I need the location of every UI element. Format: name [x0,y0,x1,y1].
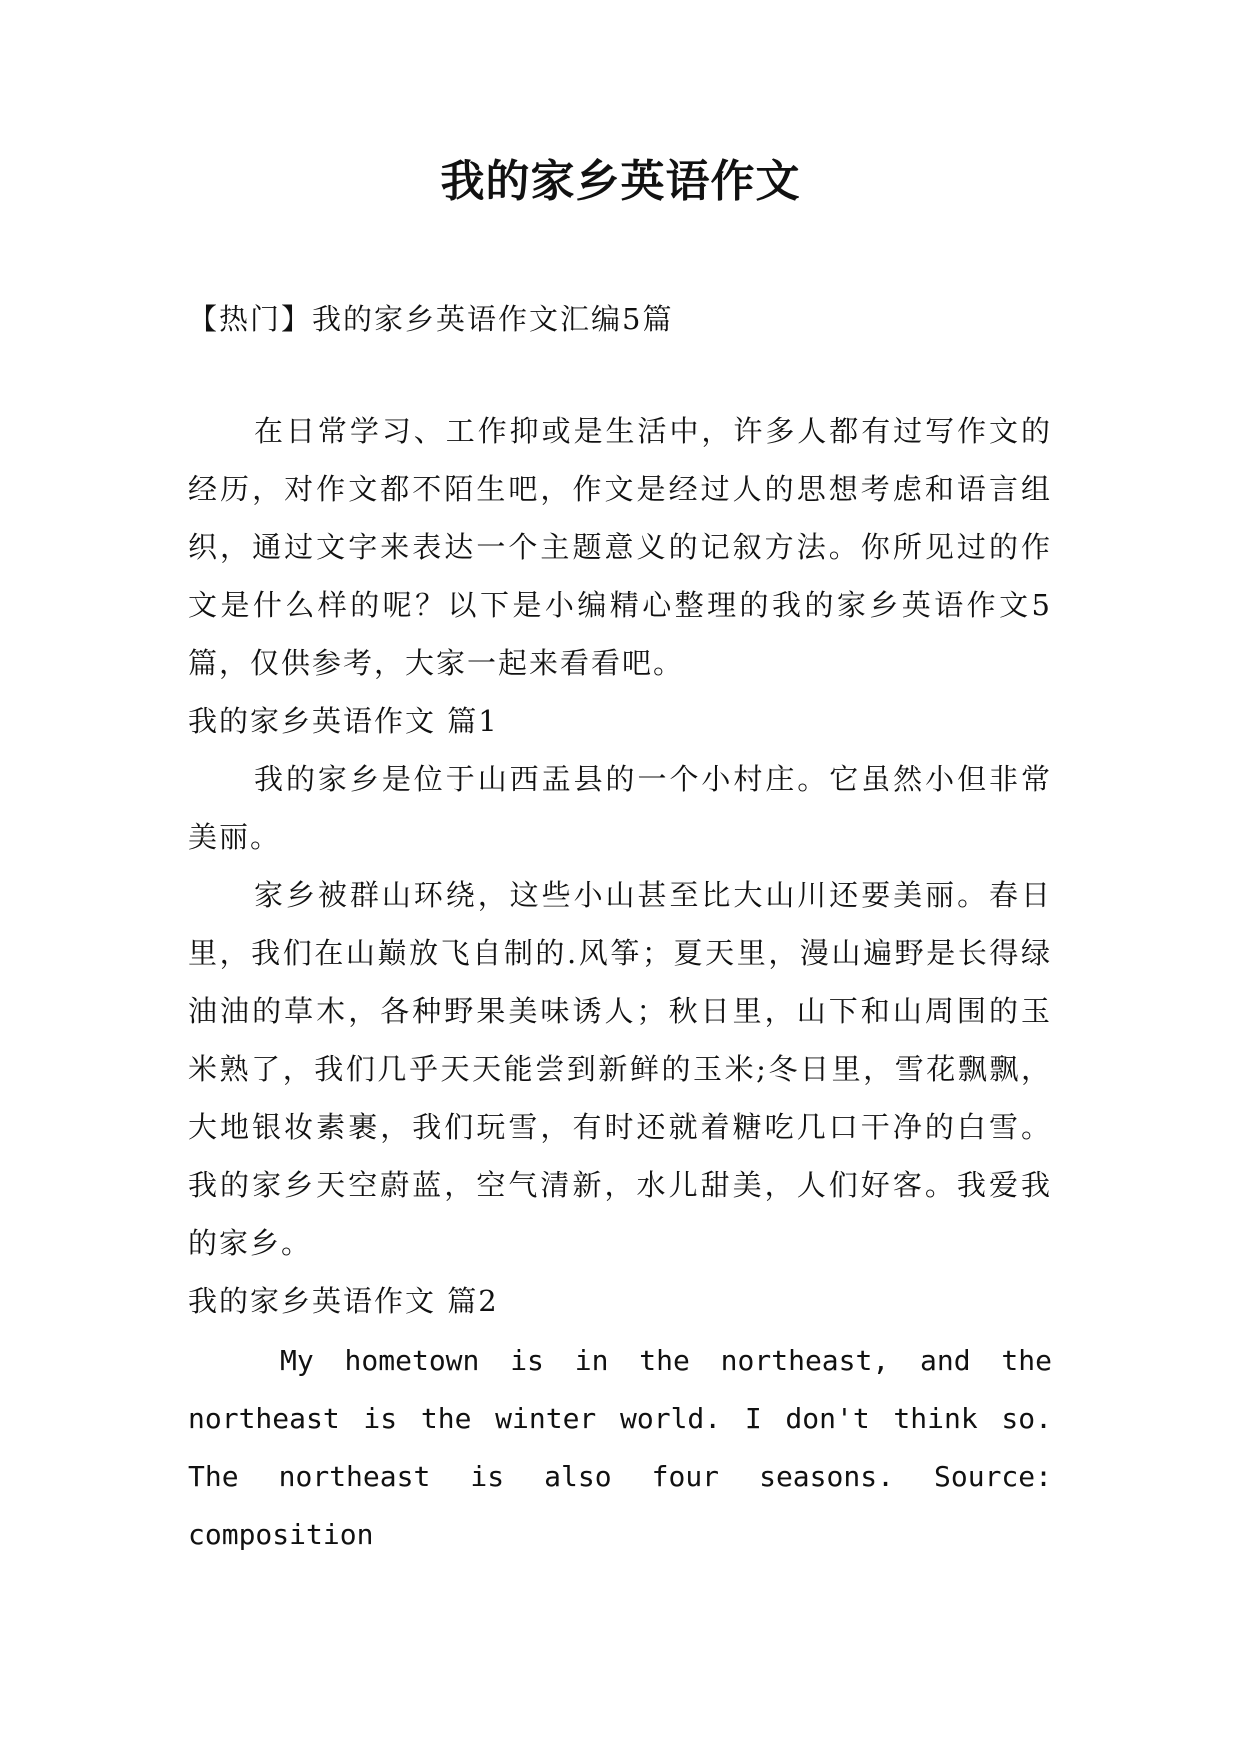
section-1-paragraph-2: 家乡被群山环绕，这些小山甚至比大山川还要美丽。春日里，我们在山巅放飞自制的.风筝；夏天里，漫山遍野是长得绿油油的草木，各种野果美味诱人；秋日里，山下和山周围的玉米熟了，我们几乎天天能尝到新鲜的玉米;冬日里，雪花飘飘，大地银妆素裹，我们玩雪，有时还就着糖吃几口干净的白雪。我的家乡天空蔚蓝，空气清新，水儿甜美，人们好客。我爱我的家乡。 [188,878,1052,1260]
document-title: 我的家乡英语作文 [440,156,801,207]
intro-paragraph: 在日常学习、工作抑或是生活中，许多人都有过写作文的经历，对作文都不陌生吧，作文是经过人的思想考虑和语言组织，通过文字来表达一个主题意义的记叙方法。你所见过的作文是什么样的呢？以下是小编精心整理的我的家乡英语作文5篇，仅供参考，大家一起来看看吧。 [188,414,1052,680]
section-2-paragraph-1: My hometown is in the northeast, and the northeast is the winter world. I don't think so. The northeast is also four seasons. Source: composition [188,1344,1052,1551]
document-body [188,290,1052,1564]
section-1-paragraph-1: 我的家乡是位于山西盂县的一个小村庄。它虽然小但非常美丽。 [188,762,1052,854]
section-heading-1: 我的家乡英语作文 篇1 [188,704,499,738]
section-heading-2: 我的家乡英语作文 篇2 [188,1284,499,1318]
document-subtitle: 【热门】我的家乡英语作文汇编5篇 [188,302,674,336]
